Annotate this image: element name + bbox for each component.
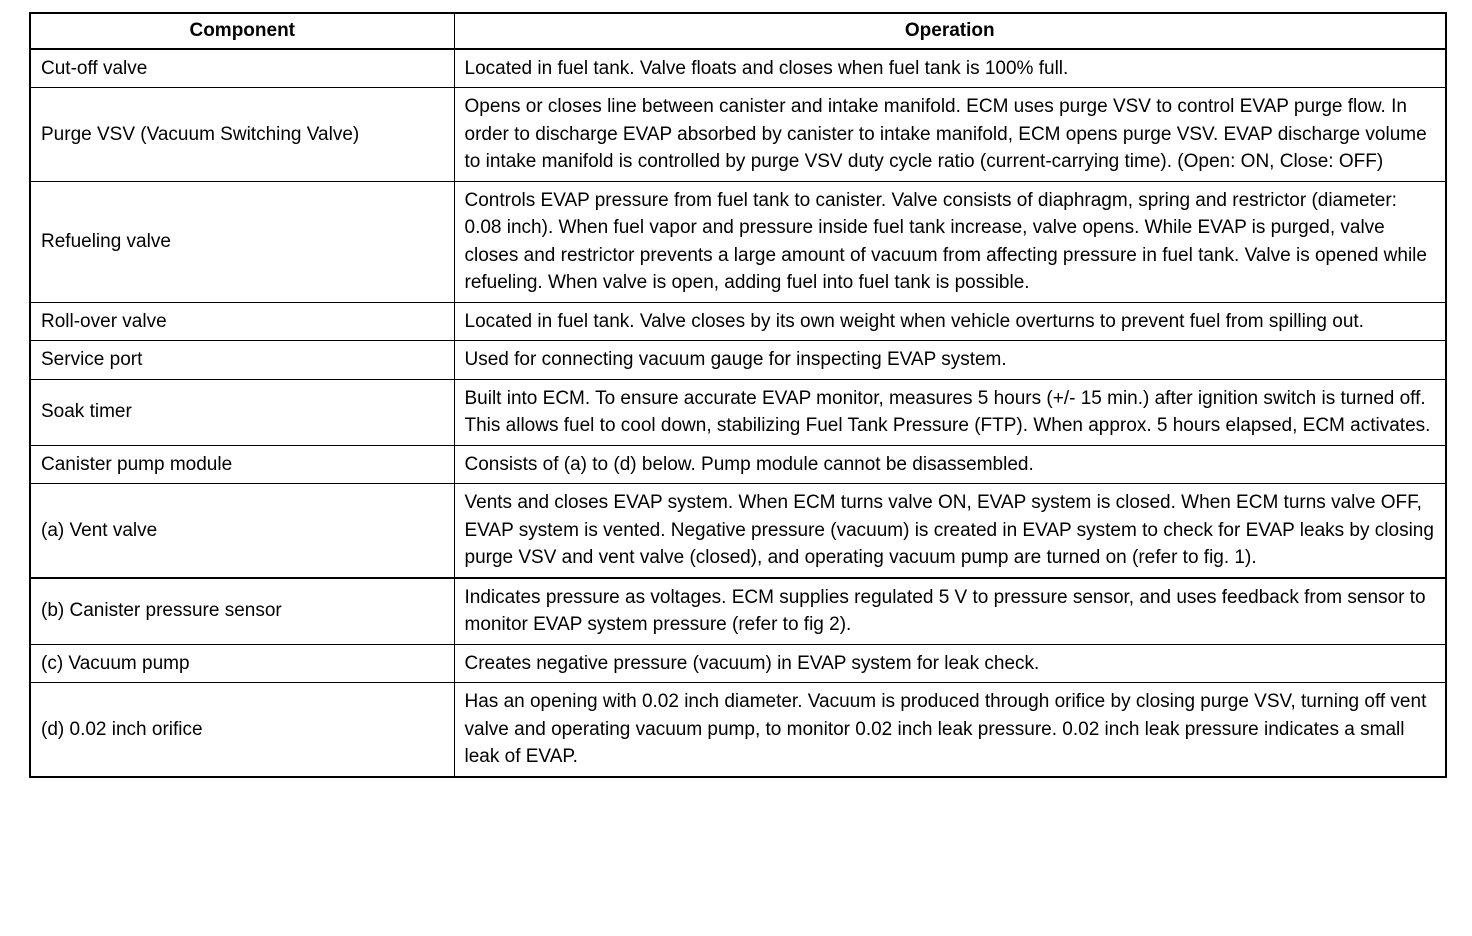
evap-component-table: [29, 12, 1447, 778]
component-cell: (a) Vent valve: [30, 484, 454, 578]
component-cell: (c) Vacuum pump: [30, 644, 454, 683]
operation-cell: Controls EVAP pressure from fuel tank to canister. Valve consists of diaphragm, spring and restrictor (diameter: 0.08 inch). When fuel vapor and pressure inside fuel tank increase, valve opens. While EVAP is purged, valve closes and restrictor prevents a large amount of vacuum from affecting pressure in fuel tank. Valve is opened while refueling. When valve is open, adding fuel into fuel tank is possible.: [454, 181, 1446, 302]
table-row: [30, 181, 1446, 302]
component-cell: Canister pump module: [30, 445, 454, 484]
header-component: Component: [30, 13, 454, 49]
table-row: [30, 484, 1446, 578]
table-row: [30, 578, 1446, 645]
component-cell: Purge VSV (Vacuum Switching Valve): [30, 88, 454, 182]
header-operation: Operation: [454, 13, 1446, 49]
table-row: [30, 644, 1446, 683]
operation-cell: Has an opening with 0.02 inch diameter. Vacuum is produced through orifice by closing purge VSV, turning off vent valve and operating vacuum pump, to monitor 0.02 inch leak pressure. 0.02 inch leak pressure indicates a small leak of EVAP.: [454, 683, 1446, 777]
operation-cell: Opens or closes line between canister and intake manifold. ECM uses purge VSV to control EVAP purge flow. In order to discharge EVAP absorbed by canister to intake manifold, ECM opens purge VSV. EVAP discharge volume to intake manifold is controlled by purge VSV duty cycle ratio (current-carrying time). (Open: ON, Close: OFF): [454, 88, 1446, 182]
table-row: [30, 302, 1446, 341]
operation-cell: Vents and closes EVAP system. When ECM turns valve ON, EVAP system is closed. When ECM turns valve OFF, EVAP system is vented. Negative pressure (vacuum) is created in EVAP system to check for EVAP leaks by closing purge VSV and vent valve (closed), and operating vacuum pump are turned on (refer to fig. 1).: [454, 484, 1446, 578]
table-row: [30, 341, 1446, 380]
operation-cell: Creates negative pressure (vacuum) in EVAP system for leak check.: [454, 644, 1446, 683]
operation-cell: Indicates pressure as voltages. ECM supplies regulated 5 V to pressure sensor, and uses feedback from sensor to monitor EVAP system pressure (refer to fig 2).: [454, 578, 1446, 645]
table-row: [30, 49, 1446, 88]
operation-cell: Built into ECM. To ensure accurate EVAP monitor, measures 5 hours (+/- 15 min.) after ignition switch is turned off. This allows fuel to cool down, stabilizing Fuel Tank Pressure (FTP). When approx. 5 hours elapsed, ECM activates.: [454, 379, 1446, 445]
operation-cell: Used for connecting vacuum gauge for inspecting EVAP system.: [454, 341, 1446, 380]
table-header-row: [30, 13, 1446, 49]
component-cell: (d) 0.02 inch orifice: [30, 683, 454, 777]
operation-cell: Located in fuel tank. Valve closes by its own weight when vehicle overturns to prevent fuel from spilling out.: [454, 302, 1446, 341]
component-cell: Soak timer: [30, 379, 454, 445]
component-cell: Roll-over valve: [30, 302, 454, 341]
table-row: [30, 683, 1446, 777]
table-row: [30, 88, 1446, 182]
operation-cell: Located in fuel tank. Valve floats and closes when fuel tank is 100% full.: [454, 49, 1446, 88]
table-row: [30, 445, 1446, 484]
component-cell: (b) Canister pressure sensor: [30, 578, 454, 645]
operation-cell: Consists of (a) to (d) below. Pump module cannot be disassembled.: [454, 445, 1446, 484]
table-row: [30, 379, 1446, 445]
component-cell: Cut-off valve: [30, 49, 454, 88]
component-cell: Service port: [30, 341, 454, 380]
component-cell: Refueling valve: [30, 181, 454, 302]
